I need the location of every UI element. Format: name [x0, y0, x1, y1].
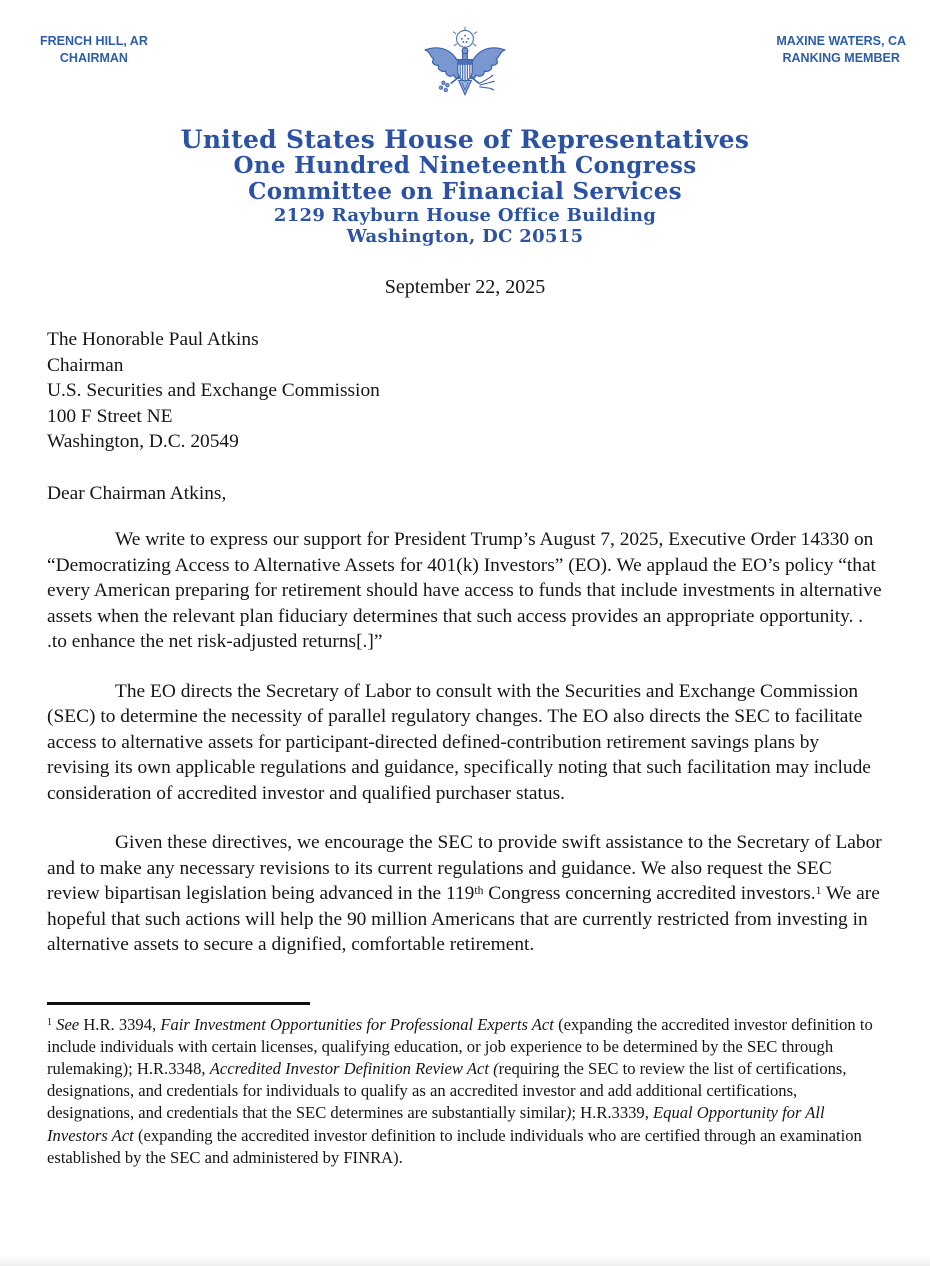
- letter-content: [47, 327, 883, 958]
- letterhead-line-congress: One Hundred Nineteenth Congress: [233, 152, 697, 179]
- recipient-street: 100 F Street NE: [47, 405, 173, 427]
- ranking-member-block: [776, 33, 906, 67]
- recipient-city: Washington, D.C. 20549: [47, 431, 239, 452]
- great-seal-icon: [417, 26, 513, 122]
- chairman-name: FRENCH HILL, AR: [40, 34, 148, 48]
- footnote-block: [47, 1002, 883, 1169]
- recipient-address: [47, 327, 883, 455]
- letterhead-line-committee: Committee on Financial Services: [248, 178, 682, 205]
- letterhead-line-city: Washington, DC 20515: [346, 226, 584, 247]
- date-line: September 22, 2025: [384, 276, 546, 298]
- body-paragraph-2: The EO directs the Secretary of Labor to consult with the Securities and Exchange Commission (SEC) to determine the necessity of parallel regulatory changes. The EO also directs the SEC to facilitate access to alternative assets for participant-directed defined-contribution retirement savings plans by revising its own applicable regulations and guidance, specifically noting that such facilitation may include consideration of accredited investor and qualified purchaser status.: [47, 680, 871, 804]
- body-paragraph-1: We write to express our support for President Trump’s August 7, 2025, Executive Order 14330 on “Democratizing Access to Alternative Assets for 401(k) Investors” (EO). We applaud the EO’s policy “that every American preparing for retirement should have access to funds that include investments in alternative assets when the relevant plan fiduciary determines that such access provides an appropriate opportunity. . .to enhance the net risk-adjusted returns[.]”: [47, 529, 882, 652]
- footnote-text: $^1$ See H.R. 3394, Fair Investment Opportunities for Professional Experts Act (expanding the accredited investor definition to include individuals with certain licenses, qualifying education, or job experience to be determined by the SEC through rulemaking); H.R.3348, Accredited Investor Definition Review Act (requiring the SEC to review the list of certifications, designations, and credentials for individuals to qualify as an accredited investor and add additional certifications, designations, and credentials that the SEC determines are substantially similar); H.R.3339, Equal Opportunity for All Investors Act (expanding the accredited investor definition to include individuals who are certified through an examination established by the SEC and administered by FINRA).: [47, 1014, 873, 1167]
- recipient-title: Chairman: [47, 354, 124, 376]
- salutation: Dear Chairman Atkins,: [47, 482, 227, 504]
- chairman-title: CHAIRMAN: [59, 50, 128, 65]
- recipient-agency: U.S. Securities and Exchange Commission: [47, 380, 380, 401]
- ranking-member-name: MAXINE WATERS, CA: [776, 34, 906, 48]
- letterhead: [0, 0, 930, 248]
- ranking-member-title: RANKING MEMBER: [782, 50, 900, 65]
- body-paragraph-3: Given these directives, we encourage the SEC to provide swift assistance to the Secretary of Labor and to make any necessary revisions to its current regulations and guidance. We also request the SEC review bipartisan legislation being advanced in the 119th Congress concerning accredited investors.$^1$ We are hopeful that such actions will help the 90 million Americans that are currently restricted from investing in alternative assets to secure a dignified, comfortable retirement.: [47, 832, 882, 955]
- chairman-name-block: [40, 33, 148, 67]
- footnote-separator: [47, 1002, 310, 1005]
- letterhead-text: [0, 126, 930, 247]
- letterhead-line-chamber: United States House of Representatives: [180, 125, 750, 154]
- recipient-name: The Honorable Paul Atkins: [47, 329, 259, 350]
- page-edge-shadow: [0, 1256, 930, 1266]
- letterhead-line-building: 2129 Rayburn House Office Building: [273, 205, 657, 226]
